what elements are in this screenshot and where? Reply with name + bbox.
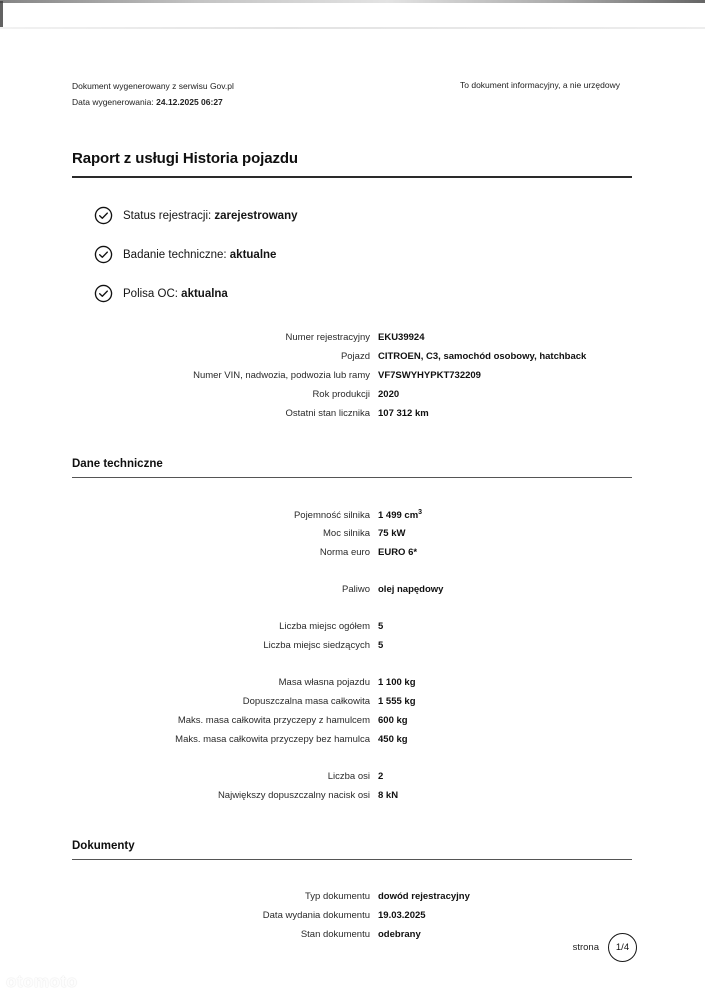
page-label: strona [572,942,599,953]
generated-date-label: Data wygenerowania: [72,97,154,107]
engine-capacity-unit-exponent: 3 [418,509,423,516]
status-text-insurance [123,288,228,300]
field-value-euro-standard: EURO 6* [378,547,418,558]
field-label-total-seats: Liczba miejsc ogółem [279,621,370,632]
field-row [72,351,632,370]
scan-band-artifact [0,27,705,29]
field-row [72,696,632,715]
check-circle-icon [94,206,113,225]
technical-data-fields [72,509,632,809]
field-value-fuel: olej napędowy [378,584,444,595]
field-label-vehicle: Pojazd [340,351,370,362]
field-row [72,734,632,753]
field-row [72,790,632,809]
section-rule-technical-data [72,477,632,478]
field-row [72,677,632,696]
status-text-inspection [123,249,276,261]
scan-edge-artifact-top [0,0,705,3]
status-label-inspection: Badanie techniczne: [123,248,227,261]
field-label-unbraked-trailer-weight: Maks. masa całkowita przyczepy bez hamulca [175,734,370,745]
field-value-total-seats: 5 [378,621,384,632]
field-label-document-issue-date: Data wydania dokumentu [262,910,370,921]
title-rule [72,176,632,178]
field-label-registration-number: Numer rejestracyjny [285,332,370,343]
status-row-registration [94,196,614,235]
scan-edge-artifact-left [0,1,3,27]
field-label-seated-places: Liczba miejsc siedzących [263,640,370,651]
field-value-vehicle: CITROEN, C3, samochód osobowy, hatchback [378,351,587,362]
check-circle-icon [94,245,113,264]
field-label-engine-capacity: Pojemność silnika [293,510,370,522]
check-circle-icon [94,284,113,303]
status-value-insurance: aktualna [181,287,228,300]
status-row-insurance [94,274,614,313]
field-value-seated-places: 5 [378,640,384,651]
page-footer [573,933,637,962]
field-label-braked-trailer-weight: Maks. masa całkowita przyczepy z hamulcem [177,715,370,726]
status-value-registration: zarejestrowany [214,209,298,222]
field-row [72,528,632,547]
field-row [72,621,632,640]
field-value-braked-trailer-weight: 600 kg [378,715,408,726]
field-row [72,715,632,734]
field-row [72,509,632,528]
section-rule-documents [72,859,632,860]
field-row [72,910,632,929]
field-row [72,370,632,389]
field-value-vin: VF7SWYHYPKT732209 [378,370,481,381]
generated-source: Dokument wygenerowany z serwisu Gov.pl [72,81,234,91]
status-label-insurance: Polisa OC: [123,287,178,300]
field-label-euro-standard: Norma euro [319,547,370,558]
field-value-production-year: 2020 [378,389,400,400]
documents-fields [72,891,632,948]
field-label-document-type: Typ dokumentu [305,891,370,902]
page-title: Raport z usługi Historia pojazdu [72,150,298,167]
status-value-inspection: aktualne [229,248,277,261]
field-label-axle-count: Liczba osi [327,771,370,782]
field-row [72,929,632,948]
status-list [94,196,614,313]
field-value-axle-count: 2 [378,771,384,782]
section-title-technical-data: Dane techniczne [72,458,163,470]
field-value-gross-weight: 1 555 kg [378,696,416,707]
field-value-odometer: 107 312 km [378,408,429,419]
field-value-max-axle-load: 8 kN [378,790,399,801]
field-label-production-year: Rok produkcji [312,389,370,400]
field-row [72,389,632,408]
generated-date-value: 24.12.2025 06:27 [156,97,223,107]
field-row [72,547,632,566]
field-value-document-type: dowód rejestracyjny [378,891,470,902]
field-label-fuel: Paliwo [342,584,370,595]
field-value-registration-number: EKU39924 [378,332,425,343]
field-label-engine-power: Moc silnika [323,528,370,539]
field-row [72,891,632,910]
informational-disclaimer: To dokument informacyjny, a nie urzędowy [460,80,621,90]
field-row [72,332,632,351]
field-value-engine-power: 75 kW [378,528,406,539]
field-value-document-issue-date: 19.03.2025 [378,910,426,921]
field-row [72,640,632,659]
status-label-registration: Status rejestracji: [123,209,212,222]
status-text-registration [123,210,298,222]
generated-date-line [72,94,234,110]
document-meta [72,78,234,110]
engine-capacity-number: 1 499 cm [378,510,419,522]
field-row [72,408,632,427]
field-value-document-status: odebrany [378,929,421,940]
vehicle-identification-fields [72,332,632,427]
field-label-vin: Numer VIN, nadwozia, podwozia lub ramy [193,370,370,381]
field-value-curb-weight: 1 100 kg [378,677,416,688]
field-row [72,584,632,603]
field-label-gross-weight: Dopuszczalna masa całkowita [242,696,370,707]
status-row-inspection [94,235,614,274]
field-label-curb-weight: Masa własna pojazdu [278,677,370,688]
page-number-badge: 1/4 [608,933,637,962]
section-title-documents: Dokumenty [72,840,135,852]
field-label-odometer: Ostatni stan licznika [285,408,370,419]
watermark: otomoto [6,972,78,991]
field-label-document-status: Stan dokumentu [300,929,370,940]
field-value-unbraked-trailer-weight: 450 kg [378,734,408,745]
field-label-max-axle-load: Największy dopuszczalny nacisk osi [217,790,370,801]
field-row [72,771,632,790]
field-value-engine-capacity [378,509,422,521]
